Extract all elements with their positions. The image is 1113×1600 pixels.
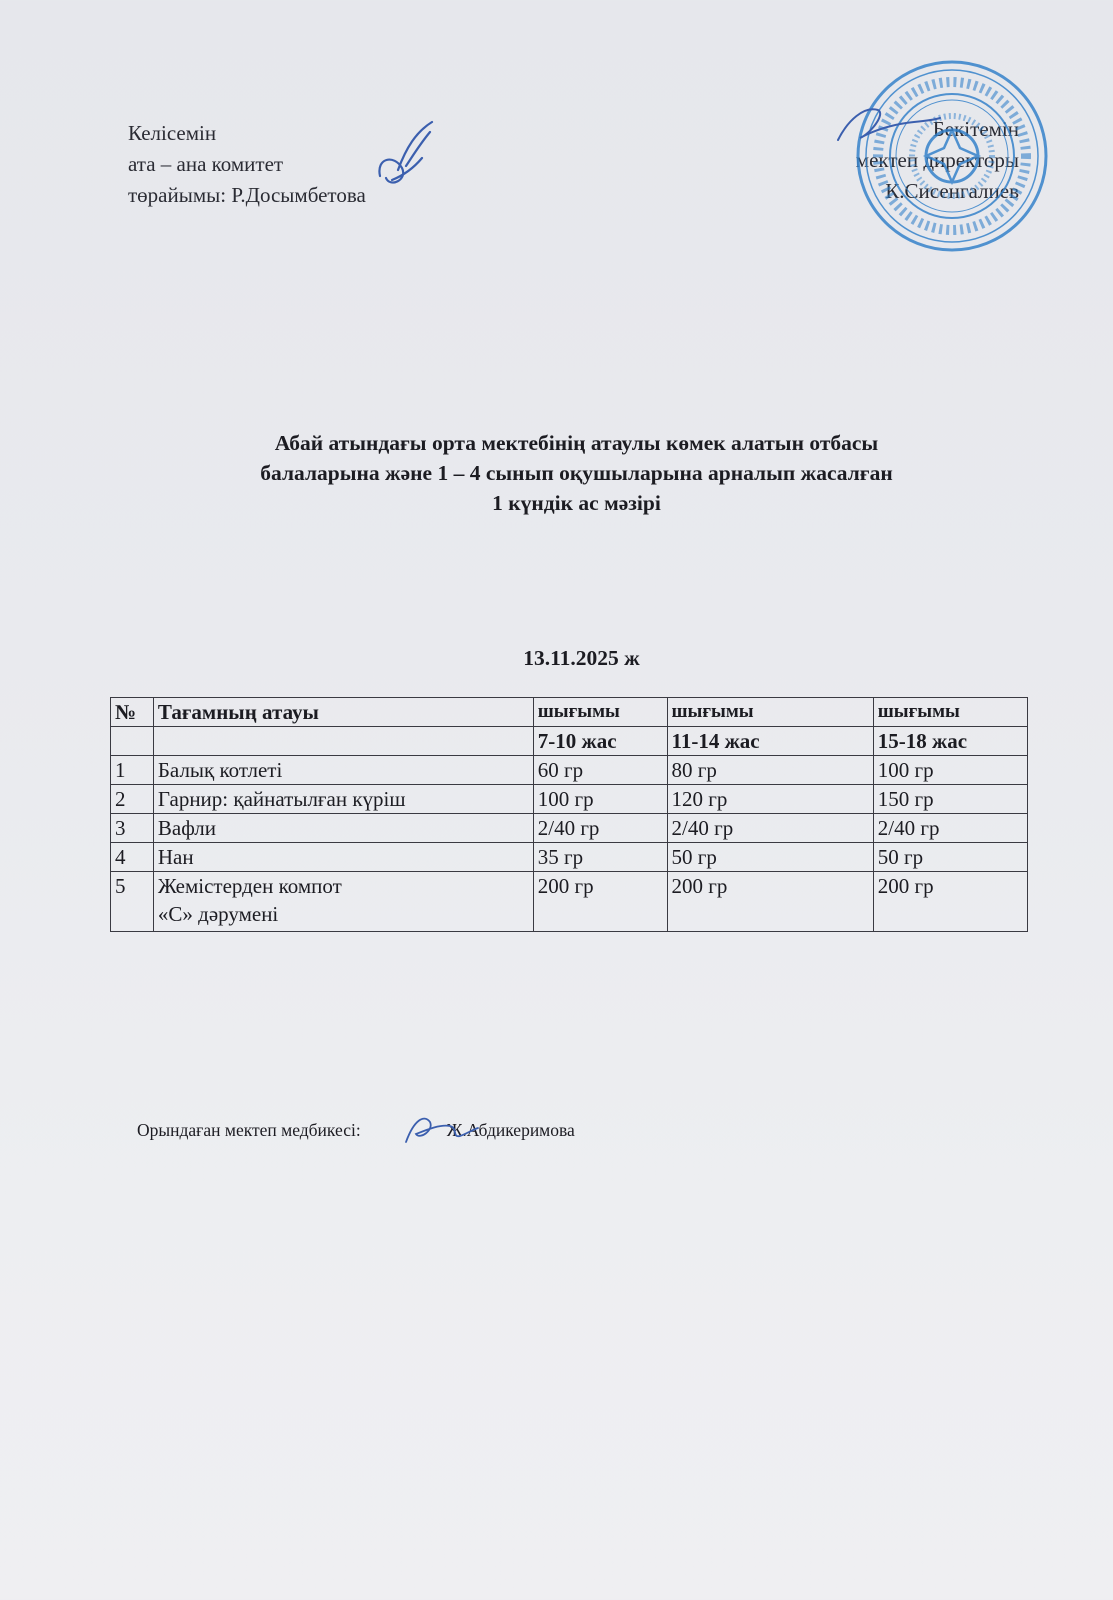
table-row [111, 785, 1028, 814]
table-row [111, 814, 1028, 843]
row-num: 4 [111, 843, 154, 872]
title-line1: Абай атындағы орта мектебінің атаулы көмек алатын отбасы [274, 431, 879, 455]
row-yield-1: 200 гр [533, 872, 667, 932]
row-yield-3: 2/40 гр [873, 814, 1027, 843]
menu-date: 13.11.2025 ж [523, 646, 640, 670]
director-signature [834, 100, 944, 160]
table-row [111, 756, 1028, 785]
approval-left-line3: төрайымы: Р.Досымбетова [128, 183, 366, 207]
row-dish [153, 872, 533, 932]
row-dish: Балық котлеті [153, 756, 533, 785]
menu-table [110, 697, 1028, 932]
title-line2: балаларына және 1 – 4 сынып оқушыларына арналып жасалған [260, 461, 893, 485]
header-num: № [111, 698, 154, 727]
approval-left-line2: ата – ана комитет [128, 152, 284, 176]
row-yield-1: 60 гр [533, 756, 667, 785]
nurse-label: Орындаған мектеп медбикесі: [137, 1120, 361, 1140]
header-empty-name [153, 727, 533, 756]
header-yield-1: шығымы [533, 698, 667, 727]
row-yield-3: 100 гр [873, 756, 1027, 785]
document-title [0, 428, 1113, 518]
committee-signature [372, 118, 442, 198]
title-line3: 1 күндік ас мәзірі [492, 491, 661, 515]
row-yield-2: 80 гр [667, 756, 873, 785]
approval-right-line2: мектеп директоры [855, 148, 1019, 172]
row-yield-3: 150 гр [873, 785, 1027, 814]
age-group-3: 15-18 жас [873, 727, 1027, 756]
header-empty-num [111, 727, 154, 756]
approval-left-line1: Келісемін [128, 121, 217, 145]
row-yield-2: 2/40 гр [667, 814, 873, 843]
nurse-line [137, 1120, 575, 1141]
row-yield-3: 200 гр [873, 872, 1027, 932]
age-group-1: 7-10 жас [533, 727, 667, 756]
row-yield-3: 50 гр [873, 843, 1027, 872]
row-yield-2: 120 гр [667, 785, 873, 814]
approval-right-line3: К.Сисенгалиев [885, 179, 1019, 203]
approval-right-line1: Бекітемін [932, 117, 1019, 141]
row-yield-2: 50 гр [667, 843, 873, 872]
row-dish-line2: «С» дәрумені [157, 902, 279, 926]
row-yield-2: 200 гр [667, 872, 873, 932]
nurse-name: Ж.Абдикеримова [446, 1120, 575, 1140]
row-num: 2 [111, 785, 154, 814]
header-dish-name: Тағамның атауы [153, 698, 533, 727]
row-num: 1 [111, 756, 154, 785]
row-dish-line1: Жемістерден компот [157, 874, 342, 898]
table-row [111, 843, 1028, 872]
header-yield-3: шығымы [873, 698, 1027, 727]
nurse-signature [400, 1110, 480, 1150]
row-yield-1: 100 гр [533, 785, 667, 814]
row-num: 3 [111, 814, 154, 843]
row-dish: Вафли [153, 814, 533, 843]
row-yield-1: 35 гр [533, 843, 667, 872]
row-yield-1: 2/40 гр [533, 814, 667, 843]
age-group-2: 11-14 жас [667, 727, 873, 756]
table-row [111, 872, 1028, 932]
row-dish: Гарнир: қайнатылған күріш [153, 785, 533, 814]
row-num: 5 [111, 872, 154, 932]
header-yield-2: шығымы [667, 698, 873, 727]
row-dish: Нан [153, 843, 533, 872]
